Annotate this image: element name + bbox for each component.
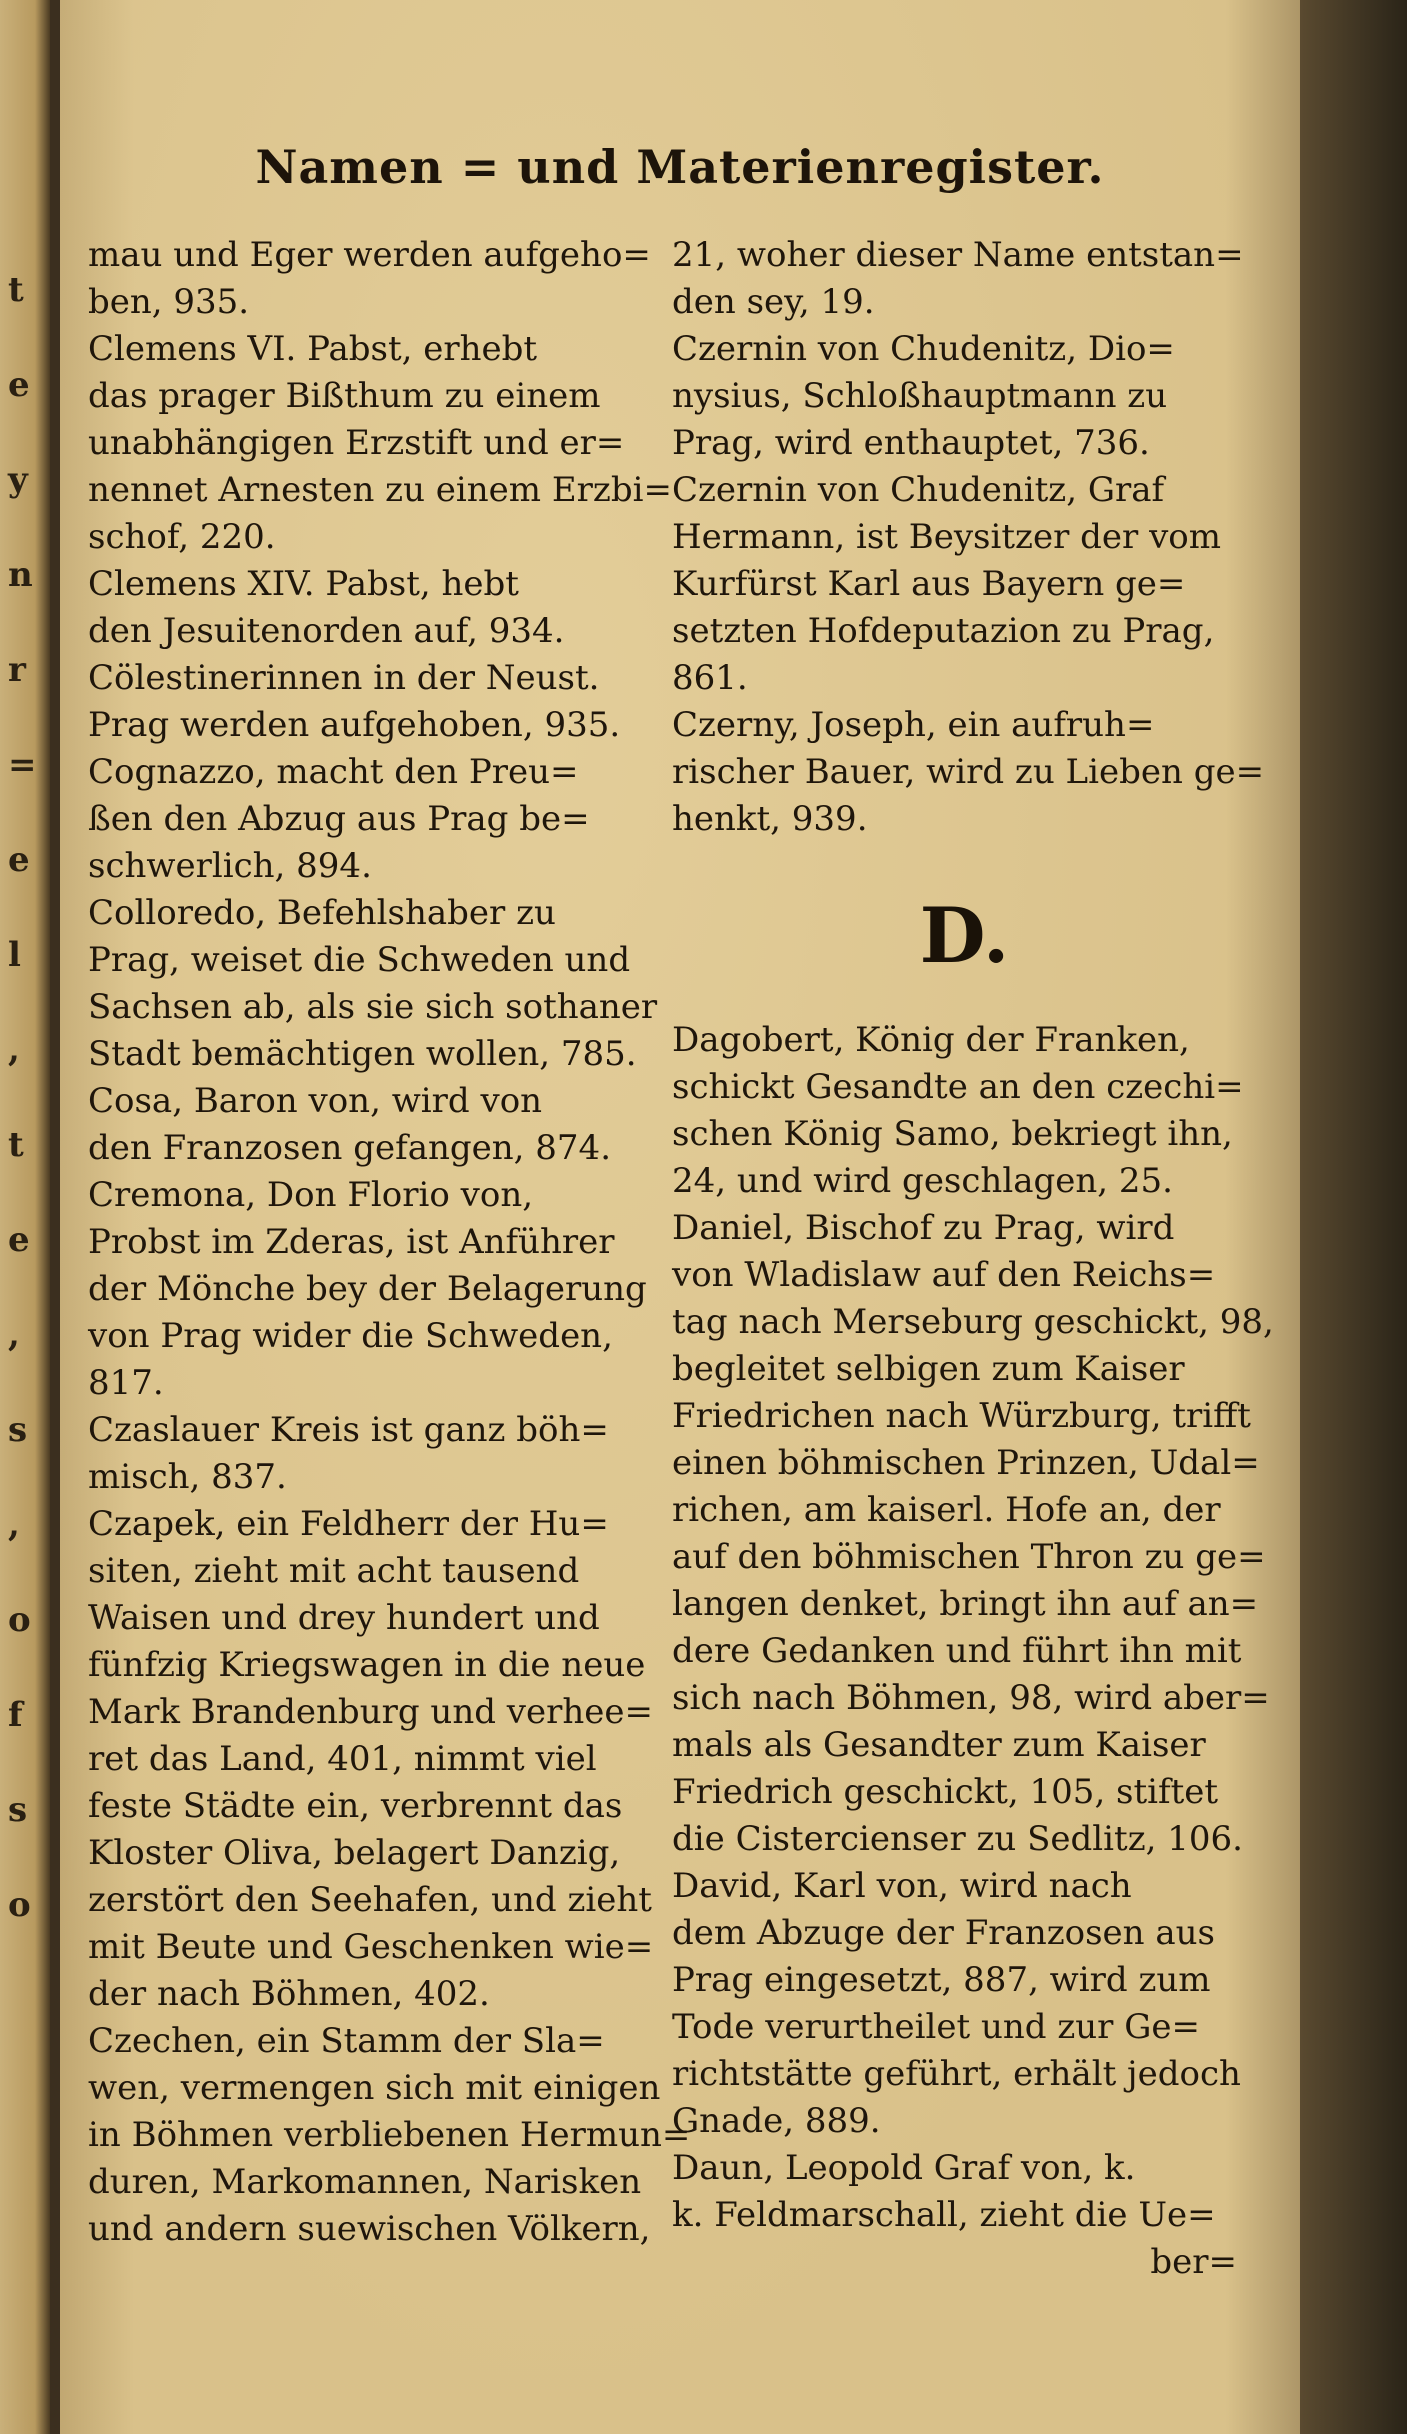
text-line: Prag, wird enthauptet, 736. xyxy=(672,423,1150,463)
text-line: setzten Hofdeputazion zu Prag, xyxy=(672,611,1215,651)
text-line: siten, zieht mit acht tausend xyxy=(88,1551,580,1591)
text-line: der Mönche bey der Belagerung xyxy=(88,1269,647,1309)
facing-page-letter: t xyxy=(8,270,24,310)
facing-page-letter: s xyxy=(8,1790,28,1830)
text-line: duren, Markomannen, Narisken xyxy=(88,2162,642,2202)
text-line: Czechen, ein Stamm der Sla= xyxy=(88,2021,605,2061)
text-line: Friedrich geschickt, 105, stiftet xyxy=(672,1772,1219,1812)
facing-page-letter: , xyxy=(8,1315,20,1355)
text-line: schwerlich, 894. xyxy=(88,846,372,886)
text-line: misch, 837. xyxy=(88,1457,287,1497)
text-line: 24, und wird geschlagen, 25. xyxy=(672,1161,1173,1201)
text-line: mau und Eger werden aufgeho= xyxy=(88,235,651,275)
text-line: Cremona, Don Florio von, xyxy=(88,1175,534,1215)
text-line: Tode verurtheilet und zur Ge= xyxy=(672,2007,1200,2047)
text-line: rischer Bauer, wird zu Lieben ge= xyxy=(672,752,1265,792)
text-line: Czerny, Joseph, ein aufruh= xyxy=(672,705,1155,745)
text-line: Gnade, 889. xyxy=(672,2101,881,2141)
text-line: Czaslauer Kreis ist ganz böh= xyxy=(88,1410,609,1450)
text-line: Czernin von Chudenitz, Graf xyxy=(672,470,1165,510)
facing-page-letter: o xyxy=(8,1885,31,1925)
text-line: fünfzig Kriegswagen in die neue xyxy=(88,1645,646,1685)
text-line: Kurfürst Karl aus Bayern ge= xyxy=(672,564,1186,604)
text-line: von Wladislaw auf den Reichs= xyxy=(672,1255,1216,1295)
facing-page-letter: e xyxy=(8,840,30,880)
page-header: Namen = und Materienregister. xyxy=(255,140,1105,194)
text-line: Daniel, Bischof zu Prag, wird xyxy=(672,1208,1175,1248)
text-line: Prag, weiset die Schweden und xyxy=(88,940,631,980)
text-line: ben, 935. xyxy=(88,282,250,322)
text-line: Clemens VI. Pabst, erhebt xyxy=(88,329,538,369)
text-line: von Prag wider die Schweden, xyxy=(88,1316,613,1356)
text-line: Czapek, ein Feldherr der Hu= xyxy=(88,1504,609,1544)
text-line: mals als Gesandter zum Kaiser xyxy=(672,1725,1206,1765)
text-line: wen, vermengen sich mit einigen xyxy=(88,2068,661,2108)
book-page xyxy=(60,0,1300,2434)
text-line: die Cistercienser zu Sedlitz, 106. xyxy=(672,1819,1243,1859)
facing-page-letter: r xyxy=(8,650,26,690)
text-line: Colloredo, Befehlshaber zu xyxy=(88,893,556,933)
text-line: Dagobert, König der Franken, xyxy=(672,1020,1190,1060)
text-line: tag nach Merseburg geschickt, 98, xyxy=(672,1302,1274,1342)
text-line: der nach Böhmen, 402. xyxy=(88,1974,490,2014)
text-line: auf den böhmischen Thron zu ge= xyxy=(672,1537,1266,1577)
text-line: den Jesuitenorden auf, 934. xyxy=(88,611,565,651)
text-line: langen denket, bringt ihn auf an= xyxy=(672,1584,1259,1624)
text-line: nysius, Schloßhauptmann zu xyxy=(672,376,1168,416)
text-line: schen König Samo, bekriegt ihn, xyxy=(672,1114,1233,1154)
adjacent-page-edge xyxy=(0,0,50,2434)
text-line: Friedrichen nach Würzburg, trifft xyxy=(672,1396,1251,1436)
text-line: Cosa, Baron von, wird von xyxy=(88,1081,543,1121)
text-line: und andern suewischen Völkern, xyxy=(88,2209,651,2249)
text-line: ret das Land, 401, nimmt viel xyxy=(88,1739,597,1779)
text-line: Prag werden aufgehoben, 935. xyxy=(88,705,621,745)
text-line: Sachsen ab, als sie sich sothaner xyxy=(88,987,658,1027)
facing-page-letter: t xyxy=(8,1125,24,1165)
text-line: Mark Brandenburg und verhee= xyxy=(88,1692,654,1732)
text-line: Kloster Oliva, belagert Danzig, xyxy=(88,1833,621,1873)
facing-page-letter: = xyxy=(8,745,37,785)
text-line: dere Gedanken und führt ihn mit xyxy=(672,1631,1242,1671)
text-line: Prag eingesetzt, 887, wird zum xyxy=(672,1960,1211,2000)
text-line: David, Karl von, wird nach xyxy=(672,1866,1132,1906)
facing-page-letter: f xyxy=(8,1695,23,1735)
text-line: einen böhmischen Prinzen, Udal= xyxy=(672,1443,1260,1483)
facing-page-letter: s xyxy=(8,1410,28,1450)
text-line: Cognazzo, macht den Preu= xyxy=(88,752,579,792)
text-line: Hermann, ist Beysitzer der vom xyxy=(672,517,1221,557)
text-line: richen, am kaiserl. Hofe an, der xyxy=(672,1490,1221,1530)
text-line: schickt Gesandte an den czechi= xyxy=(672,1067,1244,1107)
facing-page-letter: e xyxy=(8,1220,30,1260)
page-gutter-shadow xyxy=(1300,0,1407,2434)
facing-page-letter: , xyxy=(8,1030,20,1070)
text-line: Cölestinerinnen in der Neust. xyxy=(88,658,600,698)
text-line: 21, woher dieser Name entstan= xyxy=(672,235,1244,275)
text-line: Probst im Zderas, ist Anführer xyxy=(88,1222,615,1262)
text-line: den Franzosen gefangen, 874. xyxy=(88,1128,611,1168)
right-column-entries-c xyxy=(672,232,1265,843)
text-line: 817. xyxy=(88,1363,164,1403)
facing-page-letter: y xyxy=(8,460,28,500)
section-letter-heading: D. xyxy=(919,891,1010,980)
left-text-column xyxy=(88,232,691,2253)
text-line: ßen den Abzug aus Prag be= xyxy=(88,799,590,839)
text-line: Czernin von Chudenitz, Dio= xyxy=(672,329,1175,369)
text-line: Daun, Leopold Graf von, k. xyxy=(672,2148,1136,2188)
text-line: richtstätte geführt, erhält jedoch xyxy=(672,2054,1241,2094)
text-line: in Böhmen verbliebenen Hermun= xyxy=(88,2115,691,2155)
text-line: Stadt bemächtigen wollen, 785. xyxy=(88,1034,637,1074)
text-line: das prager Bißthum zu einem xyxy=(88,376,601,416)
facing-page-letter: e xyxy=(8,365,30,405)
text-line: schof, 220. xyxy=(88,517,276,557)
text-line: unabhängigen Erzstift und er= xyxy=(88,423,625,463)
text-line: nennet Arnesten zu einem Erzbi= xyxy=(88,470,672,510)
text-line: Waisen und drey hundert und xyxy=(88,1598,600,1638)
text-line: Clemens XIV. Pabst, hebt xyxy=(88,564,519,604)
text-line: zerstört den Seehafen, und zieht xyxy=(88,1880,652,1920)
text-line: mit Beute und Geschenken wie= xyxy=(88,1927,654,1967)
facing-page-letter: , xyxy=(8,1505,20,1545)
right-column-entries-d xyxy=(672,1017,1274,2239)
text-line: dem Abzuge der Franzosen aus xyxy=(672,1913,1215,1953)
facing-page-letter: o xyxy=(8,1600,31,1640)
right-text-column xyxy=(672,232,1274,2286)
text-line: den sey, 19. xyxy=(672,282,875,322)
text-line: k. Feldmarschall, zieht die Ue= xyxy=(672,2195,1216,2235)
catchword: ber= xyxy=(1150,2242,1237,2282)
facing-page-letter: l xyxy=(8,935,21,975)
text-line: sich nach Böhmen, 98, wird aber= xyxy=(672,1678,1270,1718)
text-line: henkt, 939. xyxy=(672,799,868,839)
facing-page-letter: n xyxy=(8,555,33,595)
text-line: begleitet selbigen zum Kaiser xyxy=(672,1349,1185,1389)
text-line: 861. xyxy=(672,658,748,698)
text-line: feste Städte ein, verbrennt das xyxy=(88,1786,623,1826)
